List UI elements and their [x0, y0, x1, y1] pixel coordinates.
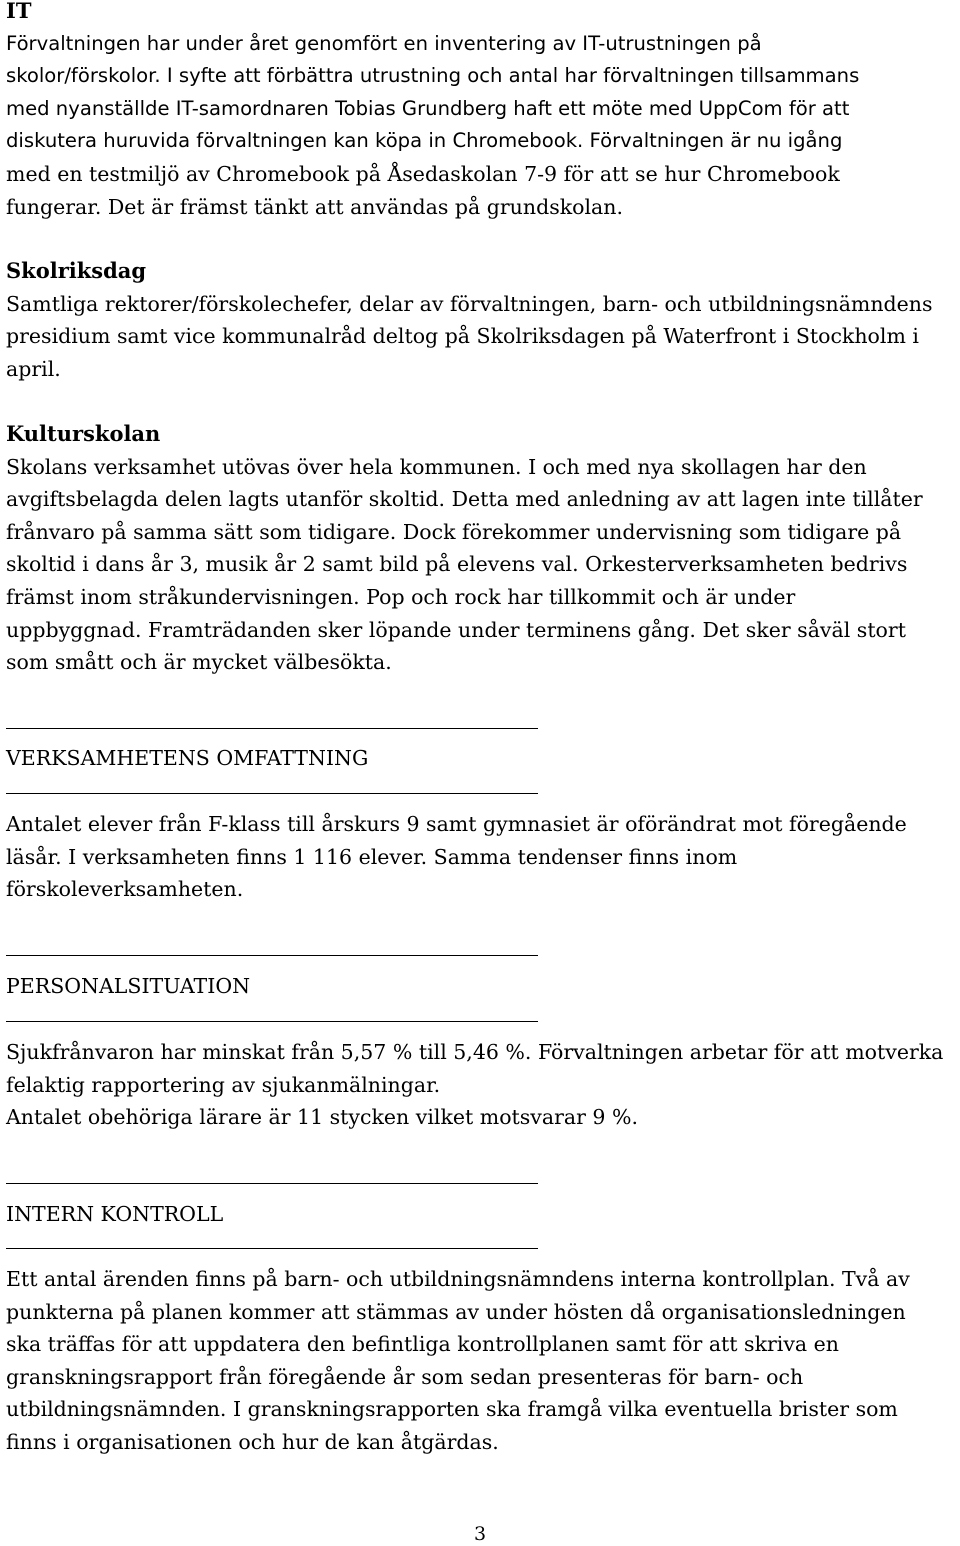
paragraph-line: uppbyggnad. Framträdanden sker löpande under terminens gång. Det sker såväl stort	[6, 617, 906, 642]
paragraph-line: presidium samt vice kommunalråd deltog på Skolriksdagen på Waterfront i Stockholm i	[6, 324, 919, 349]
section-heading-omfattning: VERKSAMHETENS OMFATTNING	[6, 746, 369, 770]
paragraph-line: Samtliga rektorer/förskolechefer, delar av förvaltningen, barn- och utbildningsnämndens	[6, 291, 933, 316]
paragraph-line: fungerar. Det är främst tänkt att användas på grundskolan.	[6, 194, 623, 219]
section-kontroll-heading	[6, 1198, 958, 1231]
paragraph-line: punkterna på planen kommer att stämmas av under hösten då organisationsledningen	[6, 1299, 906, 1324]
page-number: 3	[473, 1523, 487, 1545]
paragraph-line: Sjukfrånvaron har minskat från 5,57 % till 5,46 %. Förvaltningen arbetar för att motverka	[6, 1040, 944, 1064]
paragraph-line: med nyanställde IT-samordnaren Tobias Grundberg haft ett möte med UppCom för att	[6, 96, 850, 120]
paragraph-line: skoltid i dans år 3, musik år 2 samt bild på elevens val. Orkesterverksamheten bedrivs	[6, 552, 908, 577]
section-kulturskolan	[6, 418, 958, 679]
paragraph-line: granskningsrapport från föregående år som sedan presenteras för barn- och	[6, 1364, 804, 1389]
paragraph-line: diskutera huruvida förvaltningen kan köpa in Chromebook. Förvaltningen är nu igång	[6, 129, 843, 153]
paragraph-line: Antalet obehöriga lärare är 11 stycken vilket motsvarar 9 %.	[6, 1105, 638, 1130]
section-personal	[6, 1036, 958, 1134]
paragraph-line: som smått och är mycket välbesökta.	[6, 650, 392, 675]
paragraph-line: förskoleverksamheten.	[6, 877, 244, 902]
divider-rule	[6, 1021, 538, 1022]
divider-rule	[6, 1248, 538, 1249]
paragraph-line: avgiftsbelagda delen lagts utanför skoltid. Detta med anledning av att lagen inte tillåter	[6, 487, 923, 512]
section-kontroll	[6, 1263, 958, 1459]
divider-rule	[6, 955, 538, 956]
paragraph-line: Ett antal ärenden finns på barn- och utbildningsnämndens interna kontrollplan. Två av	[6, 1267, 910, 1291]
paragraph-line: Skolans verksamhet utövas över hela kommunen. I och med nya skollagen har den	[6, 454, 867, 479]
section-skolriksdag	[6, 255, 958, 385]
section-heading-personal: PERSONALSITUATION	[6, 974, 251, 998]
paragraph-line: felaktig rapportering av sjukanmälningar.	[6, 1072, 441, 1097]
section-omfattning	[6, 808, 958, 906]
paragraph-line: läsår. I verksamheten finns 1 116 elever. Samma tendenser finns inom	[6, 844, 738, 869]
section-it	[6, 0, 958, 223]
divider-rule	[6, 1183, 538, 1184]
paragraph-line: skolor/förskolor. I syfte att förbättra utrustning och antal har förvaltningen tillsammans	[6, 64, 860, 88]
section-heading-kontroll: INTERN KONTROLL	[6, 1202, 224, 1226]
section-personal-heading	[6, 970, 958, 1003]
paragraph-line: april.	[6, 356, 61, 381]
section-omfattning-heading	[6, 742, 958, 775]
section-heading-skolriksdag: Skolriksdag	[6, 258, 147, 283]
paragraph-line: främst inom stråkundervisningen. Pop och rock har tillkommit och är under	[6, 584, 796, 609]
section-heading-it: IT	[6, 0, 32, 23]
paragraph-line: Antalet elever från F-klass till årskurs 9 samt gymnasiet är oförändrat mot föregående	[6, 812, 907, 836]
divider-rule	[6, 728, 538, 729]
paragraph-line: utbildningsnämnden. I granskningsrapporten ska framgå vilka eventuella brister som	[6, 1397, 898, 1422]
divider-rule	[6, 793, 538, 794]
paragraph-line: ska träffas för att uppdatera den befintliga kontrollplanen samt för att skriva en	[6, 1332, 840, 1357]
paragraph-line: frånvaro på samma sätt som tidigare. Dock förekommer undervisning som tidigare på	[6, 519, 902, 544]
paragraph-line: Förvaltningen har under året genomfört en inventering av IT-utrustningen på	[6, 31, 762, 55]
paragraph-line: med en testmiljö av Chromebook på Åsedaskolan 7-9 för att se hur Chromebook	[6, 161, 840, 186]
paragraph-line: finns i organisationen och hur de kan åtgärdas.	[6, 1429, 499, 1454]
section-heading-kulturskolan: Kulturskolan	[6, 421, 161, 446]
